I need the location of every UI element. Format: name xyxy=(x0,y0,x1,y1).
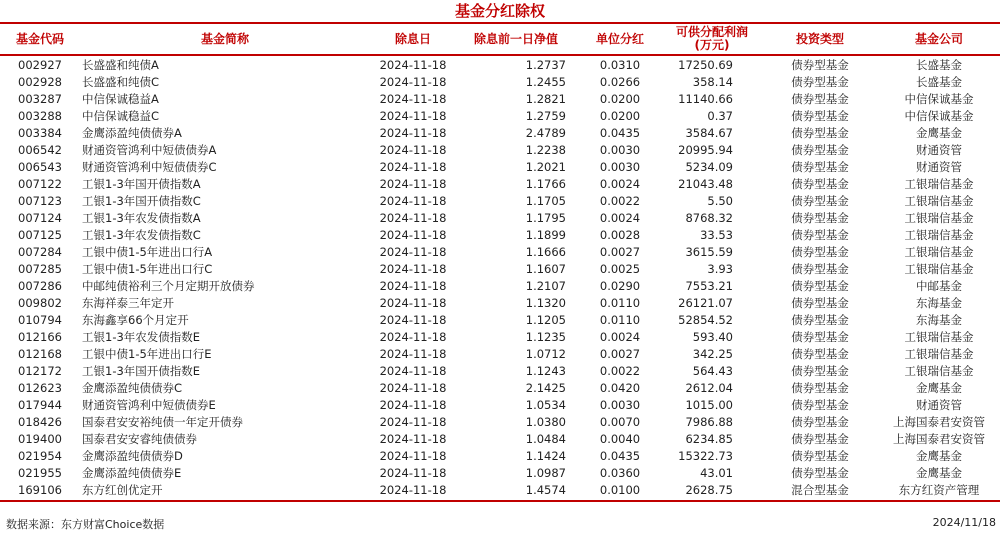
fund-name-cell: 东海鑫享66个月定开 xyxy=(82,313,189,327)
fund-type-cell: 债券型基金 xyxy=(791,466,849,480)
dividend-cell: 0.0435 xyxy=(599,449,641,463)
nav-cell: 1.1607 xyxy=(525,262,566,276)
nav-cell: 1.2455 xyxy=(525,75,566,89)
nav-cell: 1.2238 xyxy=(525,143,566,157)
table-row xyxy=(0,329,1000,346)
profit-cell: 3615.59 xyxy=(685,245,733,259)
table-row xyxy=(0,142,1000,159)
profit-cell: 3.93 xyxy=(707,262,733,276)
company-cell: 中信保诚基金 xyxy=(904,92,974,106)
fund-type-cell: 债券型基金 xyxy=(791,279,849,293)
company-cell: 中信保诚基金 xyxy=(904,109,974,123)
ex-date-cell: 2024-11-18 xyxy=(379,381,447,395)
dividend-cell: 0.0266 xyxy=(599,75,641,89)
nav-cell: 1.1795 xyxy=(525,211,566,225)
ex-date-cell: 2024-11-18 xyxy=(379,466,447,480)
fund-type-cell: 债券型基金 xyxy=(791,143,849,157)
nav-cell: 1.4574 xyxy=(525,483,566,497)
company-cell: 长盛基金 xyxy=(916,58,962,72)
profit-cell: 7553.21 xyxy=(685,279,733,293)
nav-cell: 1.0484 xyxy=(525,432,566,446)
company-cell: 长盛基金 xyxy=(916,75,962,89)
nav-cell: 2.1425 xyxy=(525,381,566,395)
nav-cell: 1.1243 xyxy=(525,364,566,378)
profit-cell: 7986.88 xyxy=(685,415,733,429)
fund-type-cell: 债券型基金 xyxy=(791,381,849,395)
profit-cell: 0.37 xyxy=(707,109,733,123)
fund-code-cell: 021954 xyxy=(18,449,62,463)
ex-date-cell: 2024-11-18 xyxy=(379,330,447,344)
fund-code-cell: 012623 xyxy=(18,381,62,395)
company-cell: 财通资管 xyxy=(916,143,962,157)
nav-cell: 1.1705 xyxy=(525,194,566,208)
fund-type-cell: 债券型基金 xyxy=(791,160,849,174)
fund-name-cell: 国泰君安安裕纯债一年定开债券 xyxy=(82,415,243,429)
company-cell: 金鹰基金 xyxy=(916,381,962,395)
fund-type-cell: 债券型基金 xyxy=(791,432,849,446)
ex-date-cell: 2024-11-18 xyxy=(379,58,447,72)
header-name: 基金简称 xyxy=(200,31,249,46)
table-row xyxy=(0,380,1000,397)
profit-cell: 6234.85 xyxy=(685,432,733,446)
company-cell: 工银瑞信基金 xyxy=(904,347,974,361)
fund-name-cell: 中信保诚稳益C xyxy=(82,109,160,123)
table-row xyxy=(0,125,1000,142)
dividend-cell: 0.0040 xyxy=(599,432,641,446)
header-profit-line2: (万元) xyxy=(694,38,730,52)
fund-code-cell: 003288 xyxy=(18,109,62,123)
ex-date-cell: 2024-11-18 xyxy=(379,211,447,225)
fund-type-cell: 债券型基金 xyxy=(791,92,849,106)
header-company: 基金公司 xyxy=(914,31,963,46)
table-bottom-rule xyxy=(0,500,1000,502)
nav-cell: 1.0534 xyxy=(525,398,566,412)
company-cell: 工银瑞信基金 xyxy=(904,245,974,259)
header-profit-line1: 可供分配利润 xyxy=(675,25,748,39)
company-cell: 上海国泰君安资管 xyxy=(893,432,985,446)
table-row xyxy=(0,74,1000,91)
fund-code-cell: 002927 xyxy=(18,58,62,72)
dividend-cell: 0.0100 xyxy=(599,483,641,497)
profit-cell: 564.43 xyxy=(692,364,733,378)
table-row xyxy=(0,414,1000,431)
fund-type-cell: 债券型基金 xyxy=(791,313,849,327)
dividend-cell: 0.0200 xyxy=(599,92,641,106)
dividend-cell: 0.0110 xyxy=(599,296,641,310)
company-cell: 工银瑞信基金 xyxy=(904,194,974,208)
fund-name-cell: 金鹰添盈纯债债券A xyxy=(82,126,182,140)
table-body xyxy=(0,57,1000,499)
profit-cell: 43.01 xyxy=(700,466,733,480)
company-cell: 金鹰基金 xyxy=(916,126,962,140)
table-row xyxy=(0,431,1000,448)
dividend-cell: 0.0022 xyxy=(599,364,641,378)
table-row xyxy=(0,227,1000,244)
fund-type-cell: 债券型基金 xyxy=(791,347,849,361)
header-nav: 除息前一日净值 xyxy=(473,31,558,46)
fund-name-cell: 东方红创优定开 xyxy=(82,483,163,497)
profit-cell: 20995.94 xyxy=(678,143,733,157)
header-type: 投资类型 xyxy=(795,31,844,46)
nav-cell: 1.2107 xyxy=(525,279,566,293)
dividend-cell: 0.0024 xyxy=(599,211,641,225)
fund-name-cell: 国泰君安安睿纯债债券 xyxy=(82,432,197,446)
company-cell: 工银瑞信基金 xyxy=(904,262,974,276)
nav-cell: 1.1235 xyxy=(525,330,566,344)
table-row xyxy=(0,159,1000,176)
table-row xyxy=(0,363,1000,380)
profit-cell: 21043.48 xyxy=(678,177,733,191)
fund-type-cell: 混合型基金 xyxy=(791,483,849,497)
ex-date-cell: 2024-11-18 xyxy=(379,347,447,361)
nav-cell: 1.1766 xyxy=(525,177,566,191)
nav-cell: 1.1899 xyxy=(525,228,566,242)
dividend-cell: 0.0024 xyxy=(599,330,641,344)
company-cell: 工银瑞信基金 xyxy=(904,330,974,344)
fund-code-cell: 007285 xyxy=(18,262,62,276)
ex-date-cell: 2024-11-18 xyxy=(379,483,447,497)
fund-code-cell: 006543 xyxy=(18,160,62,174)
table-row xyxy=(0,57,1000,74)
profit-cell: 3584.67 xyxy=(685,126,733,140)
dividend-cell: 0.0420 xyxy=(599,381,641,395)
company-cell: 工银瑞信基金 xyxy=(904,364,974,378)
profit-cell: 33.53 xyxy=(700,228,733,242)
table-row xyxy=(0,465,1000,482)
fund-name-cell: 工银中债1-5年进出口行A xyxy=(82,245,213,259)
header-code: 基金代码 xyxy=(15,31,64,46)
fund-type-cell: 债券型基金 xyxy=(791,296,849,310)
fund-code-cell: 018426 xyxy=(18,415,62,429)
ex-date-cell: 2024-11-18 xyxy=(379,415,447,429)
nav-cell: 1.0712 xyxy=(525,347,566,361)
dividend-cell: 0.0200 xyxy=(599,109,641,123)
profit-cell: 358.14 xyxy=(692,75,733,89)
ex-date-cell: 2024-11-18 xyxy=(379,228,447,242)
profit-cell: 2628.75 xyxy=(685,483,733,497)
dividend-cell: 0.0024 xyxy=(599,177,641,191)
dividend-cell: 0.0028 xyxy=(599,228,641,242)
profit-cell: 342.25 xyxy=(692,347,733,361)
table-row xyxy=(0,278,1000,295)
ex-date-cell: 2024-11-18 xyxy=(379,194,447,208)
fund-type-cell: 债券型基金 xyxy=(791,330,849,344)
dividend-cell: 0.0030 xyxy=(599,160,641,174)
fund-name-cell: 金鹰添盈纯债债券E xyxy=(82,466,182,480)
ex-date-cell: 2024-11-18 xyxy=(379,177,447,191)
fund-type-cell: 债券型基金 xyxy=(791,245,849,259)
fund-name-cell: 中邮纯债裕利三个月定期开放债券 xyxy=(82,279,255,293)
fund-type-cell: 债券型基金 xyxy=(791,194,849,208)
fund-name-cell: 工银中债1-5年进出口行C xyxy=(82,262,213,276)
profit-cell: 26121.07 xyxy=(678,296,733,310)
fund-code-cell: 012168 xyxy=(18,347,62,361)
dividend-cell: 0.0435 xyxy=(599,126,641,140)
fund-code-cell: 003384 xyxy=(18,126,62,140)
table-row xyxy=(0,397,1000,414)
profit-cell: 1015.00 xyxy=(685,398,733,412)
fund-code-cell: 021955 xyxy=(18,466,62,480)
nav-cell: 1.1205 xyxy=(525,313,566,327)
company-cell: 工银瑞信基金 xyxy=(904,177,974,191)
ex-date-cell: 2024-11-18 xyxy=(379,364,447,378)
ex-date-cell: 2024-11-18 xyxy=(379,262,447,276)
fund-type-cell: 债券型基金 xyxy=(791,177,849,191)
fund-type-cell: 债券型基金 xyxy=(791,364,849,378)
nav-cell: 1.1320 xyxy=(525,296,566,310)
nav-cell: 1.2759 xyxy=(525,109,566,123)
fund-name-cell: 工银中债1-5年进出口行E xyxy=(82,347,212,361)
dividend-cell: 0.0030 xyxy=(599,143,641,157)
profit-cell: 15322.73 xyxy=(678,449,733,463)
fund-code-cell: 002928 xyxy=(18,75,62,89)
nav-cell: 1.2021 xyxy=(525,160,566,174)
company-cell: 金鹰基金 xyxy=(916,466,962,480)
company-cell: 东方红资产管理 xyxy=(898,483,980,497)
header-dividend: 单位分红 xyxy=(595,31,644,46)
fund-code-cell: 019400 xyxy=(18,432,62,446)
nav-cell: 2.4789 xyxy=(525,126,566,140)
dividend-cell: 0.0070 xyxy=(599,415,641,429)
nav-cell: 1.0380 xyxy=(525,415,566,429)
table-row xyxy=(0,193,1000,210)
profit-cell: 8768.32 xyxy=(685,211,733,225)
ex-date-cell: 2024-11-18 xyxy=(379,432,447,446)
fund-type-cell: 债券型基金 xyxy=(791,449,849,463)
dividend-cell: 0.0290 xyxy=(599,279,641,293)
header-date: 除息日 xyxy=(394,31,431,46)
table-row xyxy=(0,91,1000,108)
table-row xyxy=(0,108,1000,125)
fund-name-cell: 工银1-3年国开债指数E xyxy=(82,364,201,378)
company-cell: 财通资管 xyxy=(916,398,962,412)
header-profit xyxy=(662,24,762,54)
nav-cell: 1.2737 xyxy=(525,58,566,72)
profit-cell: 5.50 xyxy=(707,194,733,208)
fund-name-cell: 长盛盛和纯债C xyxy=(82,75,160,89)
company-cell: 财通资管 xyxy=(916,160,962,174)
profit-cell: 11140.66 xyxy=(678,92,733,106)
dividend-cell: 0.0025 xyxy=(599,262,641,276)
company-cell: 上海国泰君安资管 xyxy=(893,415,985,429)
ex-date-cell: 2024-11-18 xyxy=(379,109,447,123)
fund-code-cell: 010794 xyxy=(18,313,62,327)
fund-type-cell: 债券型基金 xyxy=(791,126,849,140)
fund-code-cell: 012166 xyxy=(18,330,62,344)
company-cell: 东海基金 xyxy=(916,296,962,310)
company-cell: 东海基金 xyxy=(916,313,962,327)
fund-type-cell: 债券型基金 xyxy=(791,211,849,225)
ex-date-cell: 2024-11-18 xyxy=(379,92,447,106)
fund-type-cell: 债券型基金 xyxy=(791,109,849,123)
fund-name-cell: 工银1-3年国开债指数C xyxy=(82,194,201,208)
fund-name-cell: 工银1-3年国开债指数A xyxy=(82,177,201,191)
dividend-cell: 0.0022 xyxy=(599,194,641,208)
dividend-cell: 0.0030 xyxy=(599,398,641,412)
fund-type-cell: 债券型基金 xyxy=(791,262,849,276)
ex-date-cell: 2024-11-18 xyxy=(379,398,447,412)
profit-cell: 17250.69 xyxy=(678,58,733,72)
fund-code-cell: 003287 xyxy=(18,92,62,106)
nav-cell: 1.2821 xyxy=(525,92,566,106)
nav-cell: 1.1666 xyxy=(525,245,566,259)
profit-cell: 593.40 xyxy=(692,330,733,344)
fund-name-cell: 工银1-3年农发债指数A xyxy=(82,211,201,225)
footer-date: 2024/11/18 xyxy=(932,516,996,529)
ex-date-cell: 2024-11-18 xyxy=(379,75,447,89)
table-row xyxy=(0,261,1000,278)
table-row xyxy=(0,346,1000,363)
fund-code-cell: 007125 xyxy=(18,228,62,242)
fund-code-cell: 017944 xyxy=(18,398,62,412)
table-row xyxy=(0,482,1000,499)
fund-code-cell: 007284 xyxy=(18,245,62,259)
ex-date-cell: 2024-11-18 xyxy=(379,449,447,463)
fund-code-cell: 007122 xyxy=(18,177,62,191)
fund-name-cell: 财通资管鸿利中短债债券E xyxy=(82,398,216,412)
table-row xyxy=(0,312,1000,329)
table-row xyxy=(0,448,1000,465)
table-row xyxy=(0,176,1000,193)
dividend-cell: 0.0360 xyxy=(599,466,641,480)
dividend-cell: 0.0310 xyxy=(599,58,641,72)
ex-date-cell: 2024-11-18 xyxy=(379,296,447,310)
table-row xyxy=(0,210,1000,227)
fund-name-cell: 长盛盛和纯债A xyxy=(82,58,159,72)
fund-type-cell: 债券型基金 xyxy=(791,398,849,412)
fund-type-cell: 债券型基金 xyxy=(791,58,849,72)
ex-date-cell: 2024-11-18 xyxy=(379,245,447,259)
fund-name-cell: 金鹰添盈纯债债券D xyxy=(82,449,183,463)
company-cell: 中邮基金 xyxy=(916,279,962,293)
fund-name-cell: 金鹰添盈纯债债券C xyxy=(82,381,183,395)
fund-code-cell: 006542 xyxy=(18,143,62,157)
page-title: 基金分红除权 xyxy=(454,2,545,20)
dividend-cell: 0.0027 xyxy=(599,347,641,361)
fund-code-cell: 007286 xyxy=(18,279,62,293)
fund-type-cell: 债券型基金 xyxy=(791,75,849,89)
fund-code-cell: 009802 xyxy=(18,296,62,310)
nav-cell: 1.0987 xyxy=(525,466,566,480)
fund-name-cell: 工银1-3年农发债指数E xyxy=(82,330,201,344)
ex-date-cell: 2024-11-18 xyxy=(379,279,447,293)
fund-type-cell: 债券型基金 xyxy=(791,415,849,429)
company-cell: 工银瑞信基金 xyxy=(904,228,974,242)
table-header xyxy=(0,22,1000,56)
profit-cell: 5234.09 xyxy=(685,160,733,174)
fund-name-cell: 东海祥泰三年定开 xyxy=(82,296,174,310)
fund-code-cell: 007124 xyxy=(18,211,62,225)
ex-date-cell: 2024-11-18 xyxy=(379,313,447,327)
fund-name-cell: 中信保诚稳益A xyxy=(82,92,159,106)
fund-code-cell: 012172 xyxy=(18,364,62,378)
fund-type-cell: 债券型基金 xyxy=(791,228,849,242)
ex-date-cell: 2024-11-18 xyxy=(379,160,447,174)
ex-date-cell: 2024-11-18 xyxy=(379,143,447,157)
fund-name-cell: 财通资管鸿利中短债债券A xyxy=(82,143,217,157)
dividend-cell: 0.0110 xyxy=(599,313,641,327)
fund-name-cell: 财通资管鸿利中短债债券C xyxy=(82,160,217,174)
nav-cell: 1.1424 xyxy=(525,449,566,463)
data-source-note: 数据来源：东方财富Choice数据 xyxy=(6,518,165,531)
fund-name-cell: 工银1-3年农发债指数C xyxy=(82,228,201,242)
profit-cell: 2612.04 xyxy=(685,381,733,395)
dividend-cell: 0.0027 xyxy=(599,245,641,259)
ex-date-cell: 2024-11-18 xyxy=(379,126,447,140)
company-cell: 金鹰基金 xyxy=(916,449,962,463)
profit-cell: 52854.52 xyxy=(678,313,733,327)
table-row xyxy=(0,295,1000,312)
table-row xyxy=(0,244,1000,261)
company-cell: 工银瑞信基金 xyxy=(904,211,974,225)
fund-code-cell: 007123 xyxy=(18,194,62,208)
fund-code-cell: 169106 xyxy=(18,483,62,497)
